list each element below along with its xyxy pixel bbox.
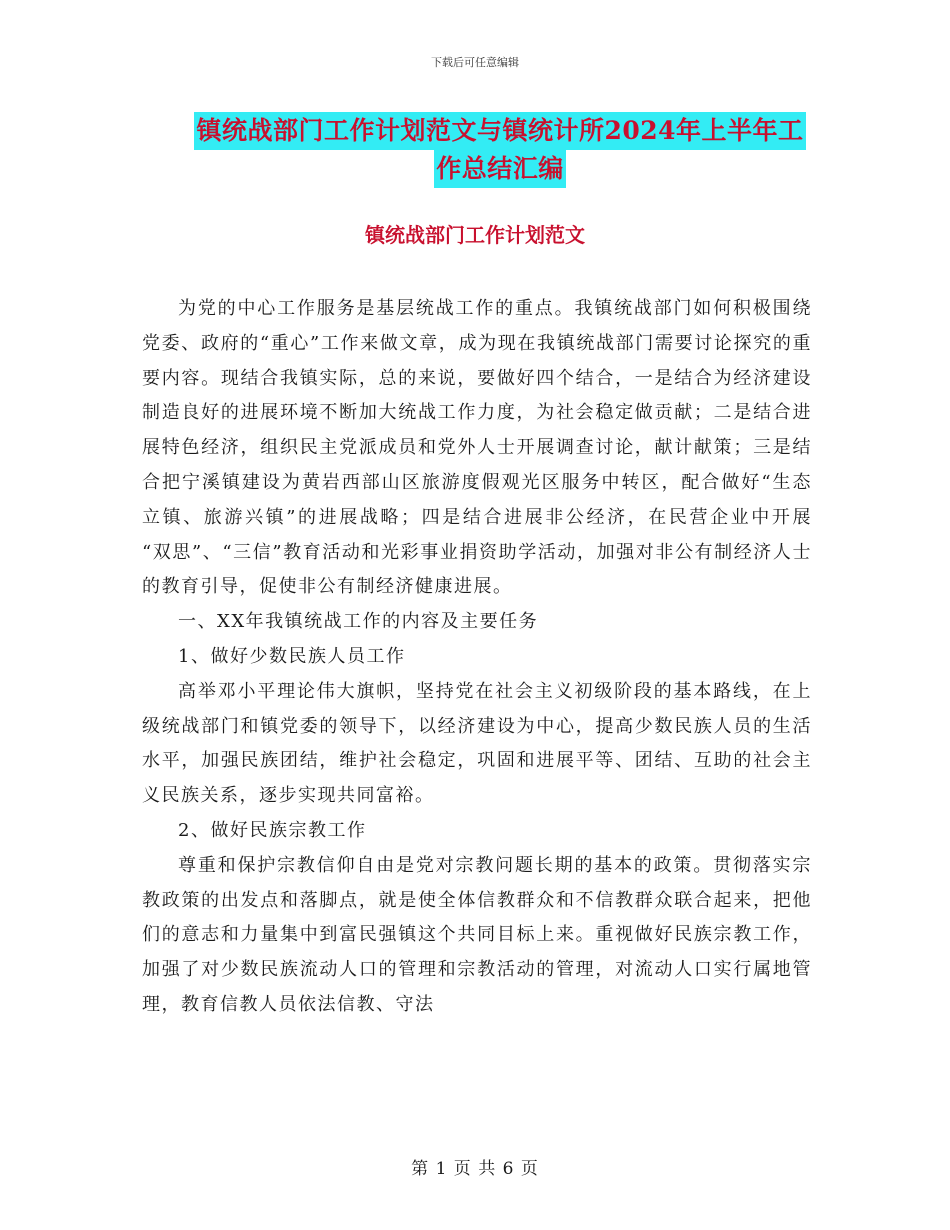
page-footer: 第 1 页 共 6 页 bbox=[411, 1159, 539, 1179]
paragraph-subheading-2: 2、做好民族宗教工作 bbox=[178, 819, 367, 841]
paragraph-religion-work: 尊重和保护宗教信仰自由是党对宗教问题长期的基本的政策。贯彻落实宗教政策的出发点和落脚点，就是使全体信教群众和不信教群众联合起来，把他们的意志和力量集中到富民强镇这个共同目标上来。重视做好民族宗教工作，加强了对少数民族流动人口的管理和宗教活动的管理，对流动人口实行属地管理，教育信教人员依法信教、守法 bbox=[142, 854, 812, 1015]
header-note: 下载后可任意编辑 bbox=[431, 56, 519, 69]
title-line-1: 镇统战部门工作计划范文与镇统计所2024年上半年工 bbox=[194, 112, 805, 150]
document-title bbox=[130, 112, 870, 188]
paragraph-heading-1: 一、XX年我镇统战工作的内容及主要任务 bbox=[178, 611, 539, 633]
title-line-2: 作总结汇编 bbox=[434, 150, 566, 188]
paragraph-minority-work: 高举邓小平理论伟大旗帜，坚持党在社会主义初级阶段的基本路线，在上级统战部门和镇党委的领导下，以经济建设为中心，提高少数民族人员的生活水平，加强民族团结，维护社会稳定，巩固和进展平等、团结、互助的社会主义民族关系，逐步实现共同富裕。 bbox=[142, 680, 812, 807]
section-heading: 镇统战部门工作计划范文 bbox=[365, 223, 585, 247]
paragraph-intro: 为党的中心工作服务是基层统战工作的重点。我镇统战部门如何积极围绕党委、政府的“重心”工作来做文章，成为现在我镇统战部门需要讨论探究的重要内容。现结合我镇实际，总的来说，要做好四个结合，一是结合为经济建设制造良好的进展环境不断加大统战工作力度，为社会稳定做贡献；二是结合进展特色经济，组织民主党派成员和党外人士开展调查讨论，献计献策；三是结合把宁溪镇建设为黄岩西部山区旅游度假观光区服务中转区，配合做好“生态立镇、旅游兴镇”的进展战略；四是结合进展非公经济，在民营企业中开展 “双思”、“三信”教育活动和光彩事业捐资助学活动，加强对非公有制经济人士的教育引导，促使非公有制经济健康进展。 bbox=[142, 298, 812, 598]
paragraph-subheading-1: 1、做好少数民族人员工作 bbox=[178, 645, 406, 667]
body-text bbox=[142, 292, 812, 1023]
